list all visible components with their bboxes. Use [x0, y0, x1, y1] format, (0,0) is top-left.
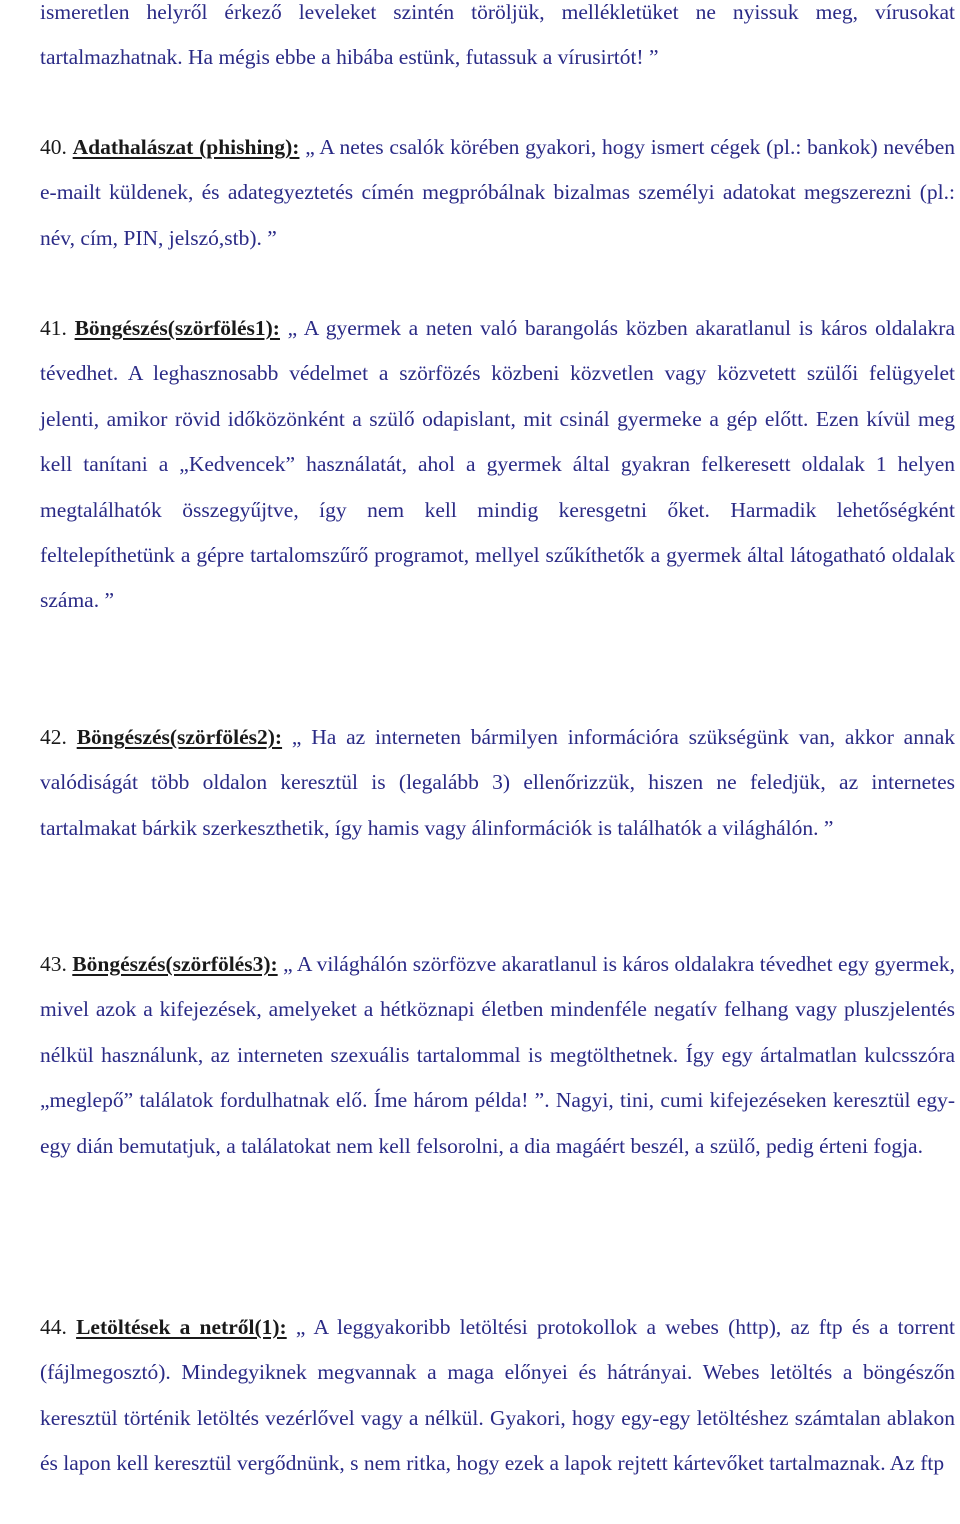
item-text: „ A gyermek a neten való barangolás közben akaratlanul is káros oldalakra tévedhet. A leghasznosabb védelmet a szörfözés közbeni közvetlen vagy közvetett szülői felügyelet jelenti, amikor rövid időközönként a szülő odapislant, mit csinál gyermeke a gép előtt. Ezen kívül meg kell tanítani a „Kedvencek” használatát, ahol a gyermek által gyakran felkeresett oldalak 1 helyen megtalálhatók összegyűjtve, így nem kell mindig keresgetni őket. Harmadik lehetőségként feltelepíthetünk a gépre tartalomszűrő programot, mellyel szűkíthetők a gyermek által látogatható oldalak száma. ”: [40, 316, 955, 613]
item-number: 42.: [40, 725, 67, 749]
item-44: [40, 1305, 955, 1487]
item-number: 44.: [40, 1315, 67, 1339]
continuation-paragraph: ismeretlen helyről érkező leveleket szintén töröljük, mellékletüket ne nyissuk meg, vírusokat tartalmazhatnak. Ha mégis ebbe a hibába estünk, futassuk a vírusirtót! ”: [40, 0, 955, 70]
item-text: „ Ha az interneten bármilyen információra szükségünk van, akkor annak valódiságát több oldalon keresztül is (legalább 3) ellenőrizzük, hiszen ne feledjük, az internetes tartalmakat bárkik szerkeszthetik, így hamis vagy álinformációk is találhatók a világhálón. ”: [40, 725, 956, 840]
item-43: [40, 942, 955, 1169]
item-number: 43.: [40, 952, 67, 976]
item-text: „ A netes csalók körében gyakori, hogy ismert cégek (pl.: bankok) nevében e-mailt küldenek, és adategyeztetés címén megpróbálnak bizalmas személyi adatokat megszerezni (pl.: név, cím, PIN, jelszó,stb). ”: [40, 135, 956, 250]
item-title: Adathalászat (phishing):: [72, 135, 300, 159]
item-40: [40, 125, 955, 261]
item-number: 41.: [40, 316, 67, 340]
item-text: „ A leggyakoribb letöltési protokollok a webes (http), az ftp és a torrent (fájlmegosztó). Mindegyiknek megvannak a maga előnyei és hátrányai. Webes letöltés a böngészőn keresztül történik letöltés vezérlővel vagy a nélkül. Gyakori, hogy egy-egy letöltéshez számtalan ablakon és lapon kell keresztül vergődnünk, s nem ritka, hogy ezek a lapok rejtett kártevőket tartalmaznak. Az ftp: [40, 1315, 955, 1476]
item-42: [40, 715, 955, 851]
item-title: Letöltések a netről(1):: [76, 1315, 287, 1339]
item-title: Böngészés(szörfölés3):: [72, 952, 278, 976]
item-41: [40, 306, 955, 624]
item-title: Böngészés(szörfölés2):: [76, 725, 283, 749]
item-number: 40.: [40, 135, 67, 159]
item-text: „ A világhálón szörfözve akaratlanul is káros oldalakra tévedhet egy gyermek, mivel azok a kifejezések, amelyeket a hétköznapi életben mindenféle negatív felhang vagy pluszjelentés nélkül használunk, az interneten szexuális tartalommal is megtölthetnek. Így egy ártalmatlan kulcsszóra „meglepő” találatok fordulhatnak elő. Íme három példa! ”. Nagyi, tini, cumi kifejezéseken keresztül egy-egy dián bemutatjuk, a találatokat nem kell felsorolni, a dia magáért beszél, a szülő, pedig érteni fogja.: [40, 952, 955, 1158]
item-title: Böngészés(szörfölés1):: [74, 316, 280, 340]
